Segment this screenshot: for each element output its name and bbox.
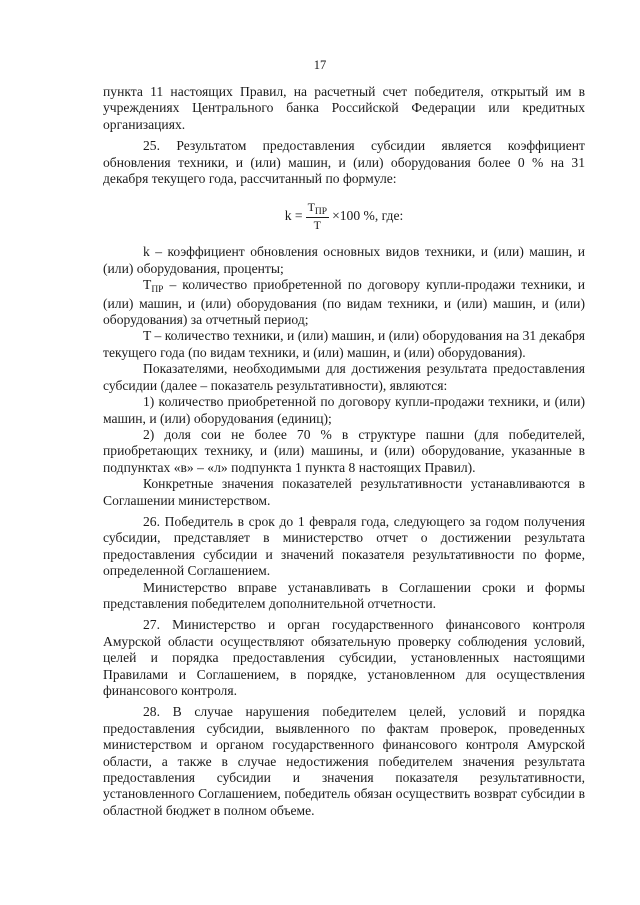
indicator-2: 2) доля сои не более 70 % в структуре пашни (для победителей, приобретающих технику, и (или) машины, и (или) оборудование, указанные в подпунктах «в» – «л» подпункта 1 пункта 8 настоящих Правил).: [103, 426, 585, 475]
page-number: 17: [313, 58, 327, 72]
paragraph-28: 28. В случае нарушения победителем целей, условий и порядка предоставления субсидии, выявленного по фактам проверок, проведенных министерством и органом государственного финансового контроля Амурской области, а также в случае недостижения победителем значения результата предоставления субсидии и значения показателя результативности, установленного Соглашением, победитель обязан осуществить возврат субсидии в областной бюджет в полном объеме.: [103, 704, 585, 818]
formula-lhs: k =: [284, 208, 303, 224]
paragraph-25: 25. Результатом предоставления субсидии является коэффициент обновления техники, и (или) машин, и (или) оборудования более 0 % на 31 декабря текущего года, рассчитанный по формуле:: [103, 138, 585, 187]
paragraph-27: 27. Министерство и орган государственного финансового контроля Амурской области осуществляют обязательную проверку соблюдения условий, целей и порядка предоставления субсидии, установленных настоящими Правилами и Соглашением, в порядке, установленном для осуществления финансового контроля.: [103, 617, 585, 698]
paragraph-26-note: Министерство вправе устанавливать в Соглашении сроки и формы представления победителем дополнительной отчетности.: [103, 579, 585, 611]
definition-k: k – коэффициент обновления основных видов техники, и (или) машин, и (или) оборудования, проценты;: [103, 244, 585, 276]
formula-numerator-base: T: [307, 199, 315, 214]
formula-numerator-sub: ПР: [314, 206, 328, 217]
definition-tpr: [103, 277, 585, 328]
paragraph-26: 26. Победитель в срок до 1 февраля года, следующего за годом получения субсидии, представляет в министерство отчет о достижении результата предоставления субсидии и значений показателя результативности по форме, определенной Соглашением.: [103, 513, 585, 579]
indicator-values-note: Конкретные значения показателей результативности устанавливаются в Соглашении министерством.: [103, 476, 585, 508]
indicator-1: 1) количество приобретенной по договору купли-продажи техники, и (или) машин, и (или) оборудования (единиц);: [103, 394, 585, 426]
formula: [103, 189, 585, 243]
formula-numerator: [306, 201, 330, 218]
indicators-intro: Показателями, необходимыми для достижения результата предоставления субсидии (далее – показатель результативности), являются:: [103, 361, 585, 393]
formula-rhs: ×100 %, где:: [332, 208, 404, 224]
tpr-definition-text: – количество приобретенной по договору купли-продажи техники, и (или) машин, и (или) оборудования (по видам техники, и (или) машин, и (или) оборудования) за отчетный период;: [103, 277, 585, 328]
tpr-symbol: T: [143, 277, 152, 293]
formula-fraction: [306, 201, 330, 232]
paragraph-continuation: пункта 11 настоящих Правил, на расчетный счет победителя, открытый им в учреждениях Центрального банка Российской Федерации или кредитных организациях.: [103, 84, 585, 132]
tpr-subscript: ПР: [151, 285, 164, 296]
definition-t: T – количество техники, и (или) машин, и (или) оборудования на 31 декабря текущего года (по видам техники, и (или) машин, и (или) оборудования).: [103, 328, 585, 360]
document-body: [103, 84, 585, 819]
formula-denominator: T: [313, 217, 321, 232]
